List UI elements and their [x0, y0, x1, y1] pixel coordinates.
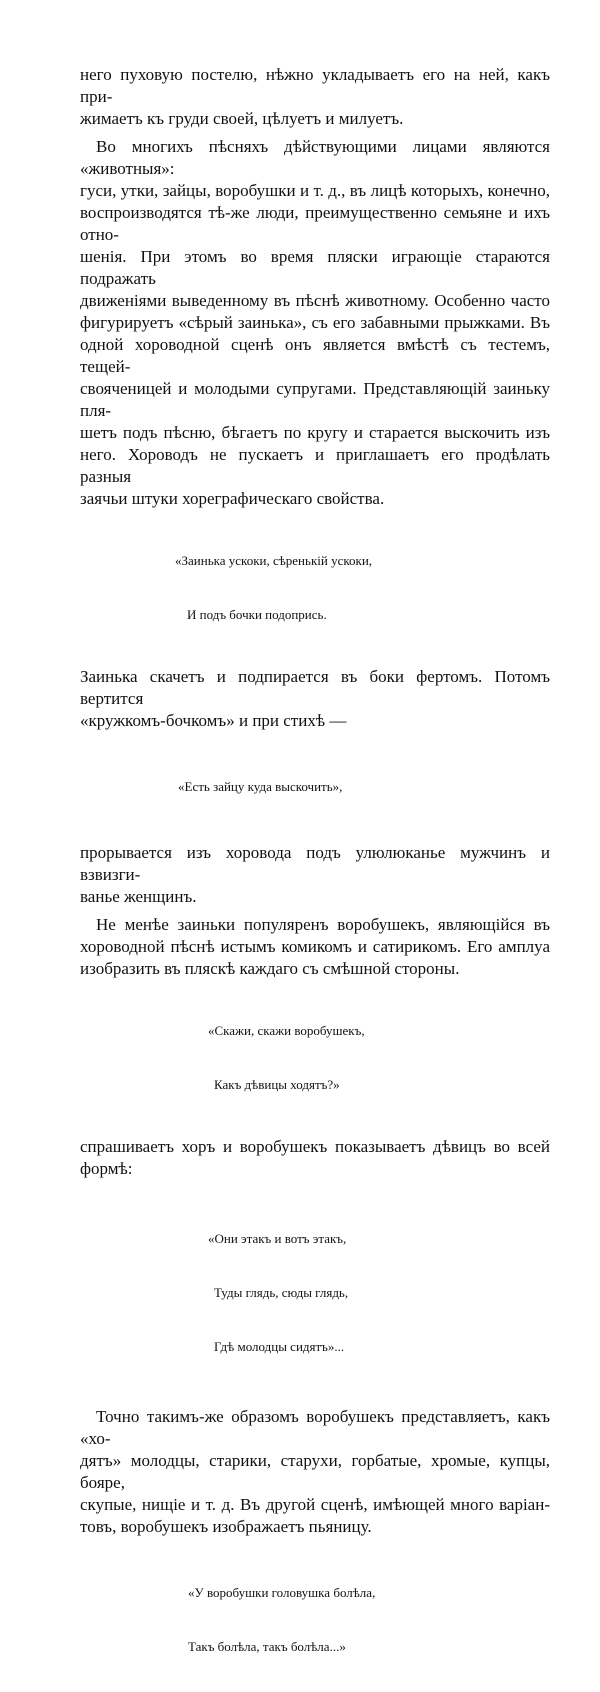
text-line: шенія. При этомъ во время пляски играющіе стараются подражать [80, 247, 550, 288]
text-line: товъ, воробушекъ изображаетъ пьяницу. [80, 1517, 372, 1536]
verse-quote-3 [208, 986, 550, 1130]
verse-quote-5 [188, 1548, 550, 1692]
text-line: фигурируетъ «сѣрый заинька», съ его забавными прыжками. Въ [80, 313, 550, 332]
verse-quote-2 [178, 742, 550, 832]
text-line: Во многихъ пѣсняхъ дѣйствующими лицами являются «животныя»: [80, 137, 550, 178]
verse-line: Какъ дѣвицы ходятъ?» [214, 1077, 340, 1092]
verse-line: Туды глядь, сюды глядь, [214, 1285, 349, 1300]
verse-line: Гдѣ молодцы сидятъ»... [214, 1339, 345, 1354]
text-line: одной хороводной сценѣ онъ является вмѣстѣ съ тестемъ, тещей- [80, 335, 550, 376]
paragraph-5 [80, 914, 550, 980]
verse-line: И подъ бочки подопрись. [187, 607, 327, 622]
verse-quote-4 [208, 1194, 550, 1392]
text-line: движеніями выведенному въ пѣснѣ животному. Особенно часто [80, 291, 550, 310]
verse-line: Такъ болѣла, такъ болѣла...» [188, 1639, 346, 1654]
text-line: Точно такимъ-же образомъ воробушекъ представляетъ, какъ «хо- [80, 1407, 550, 1448]
text-line: хороводной пѣснѣ истымъ комикомъ и сатирикомъ. Его амплуа [80, 937, 550, 956]
text-line: жимаетъ къ груди своей, цѣлуетъ и милуетъ. [80, 109, 404, 128]
text-line: свояченицей и молодыми супругами. Представляющій заиньку пля- [80, 379, 550, 420]
paragraph-1 [80, 64, 550, 130]
text-line: заячьи штуки хореграфическаго свойства. [80, 489, 385, 508]
text-line: спрашиваетъ хоръ и воробушекъ показываетъ дѣвицъ во всей [80, 1137, 550, 1156]
text-line: шетъ подъ пѣсню, бѣгаетъ по кругу и старается выскочить изъ [80, 423, 550, 442]
verse-quote-1 [175, 516, 550, 660]
text-line: скупые, нищіе и т. д. Въ другой сценѣ, имѣющей много варіан- [80, 1495, 550, 1514]
text-line: него. Хороводъ не пускаетъ и приглашаетъ его продѣлать разныя [80, 445, 550, 486]
text-line: прорывается изъ хоровода подъ улюлюканье мужчинъ и взвизги- [80, 843, 550, 884]
text-line: изобразить въ пляскѣ каждаго съ смѣшной стороны. [80, 959, 460, 978]
verse-line: «Есть зайцу куда выскочить», [178, 779, 343, 794]
paragraph-2 [80, 136, 550, 510]
text-line: него пуховую постелю, нѣжно укладываетъ его на ней, какъ при- [80, 65, 550, 106]
text-line: дятъ» молодцы, старики, старухи, горбатые, хромые, купцы, бояре, [80, 1451, 550, 1492]
text-line: «кружкомъ-бочкомъ» и при стихѣ — [80, 711, 347, 730]
paragraph-4 [80, 842, 550, 908]
text-line: воспроизводятся тѣ-же люди, преимущественно семьяне и ихъ отно- [80, 203, 550, 244]
text-line: формѣ: [80, 1159, 133, 1178]
paragraph-7 [80, 1406, 550, 1538]
text-line: ванье женщинъ. [80, 887, 197, 906]
verse-line: «Скажи, скажи воробушекъ, [208, 1023, 365, 1038]
paragraph-3 [80, 666, 550, 732]
text-line: Заинька скачетъ и подпирается въ боки фертомъ. Потомъ вертится [80, 667, 550, 708]
text-line: гуси, утки, зайцы, воробушки и т. д., въ лицѣ которыхъ, конечно, [80, 181, 550, 200]
verse-line: «У воробушки головушка болѣла, [188, 1585, 376, 1600]
verse-line: «Они этакъ и вотъ этакъ, [208, 1231, 347, 1246]
paragraph-6 [80, 1136, 550, 1180]
text-line: Не менѣе заиньки популяренъ воробушекъ, являющійся въ [96, 915, 550, 934]
verse-line: «Заинька ускоки, сѣренькій ускоки, [175, 553, 373, 568]
page-text [80, 64, 550, 1692]
